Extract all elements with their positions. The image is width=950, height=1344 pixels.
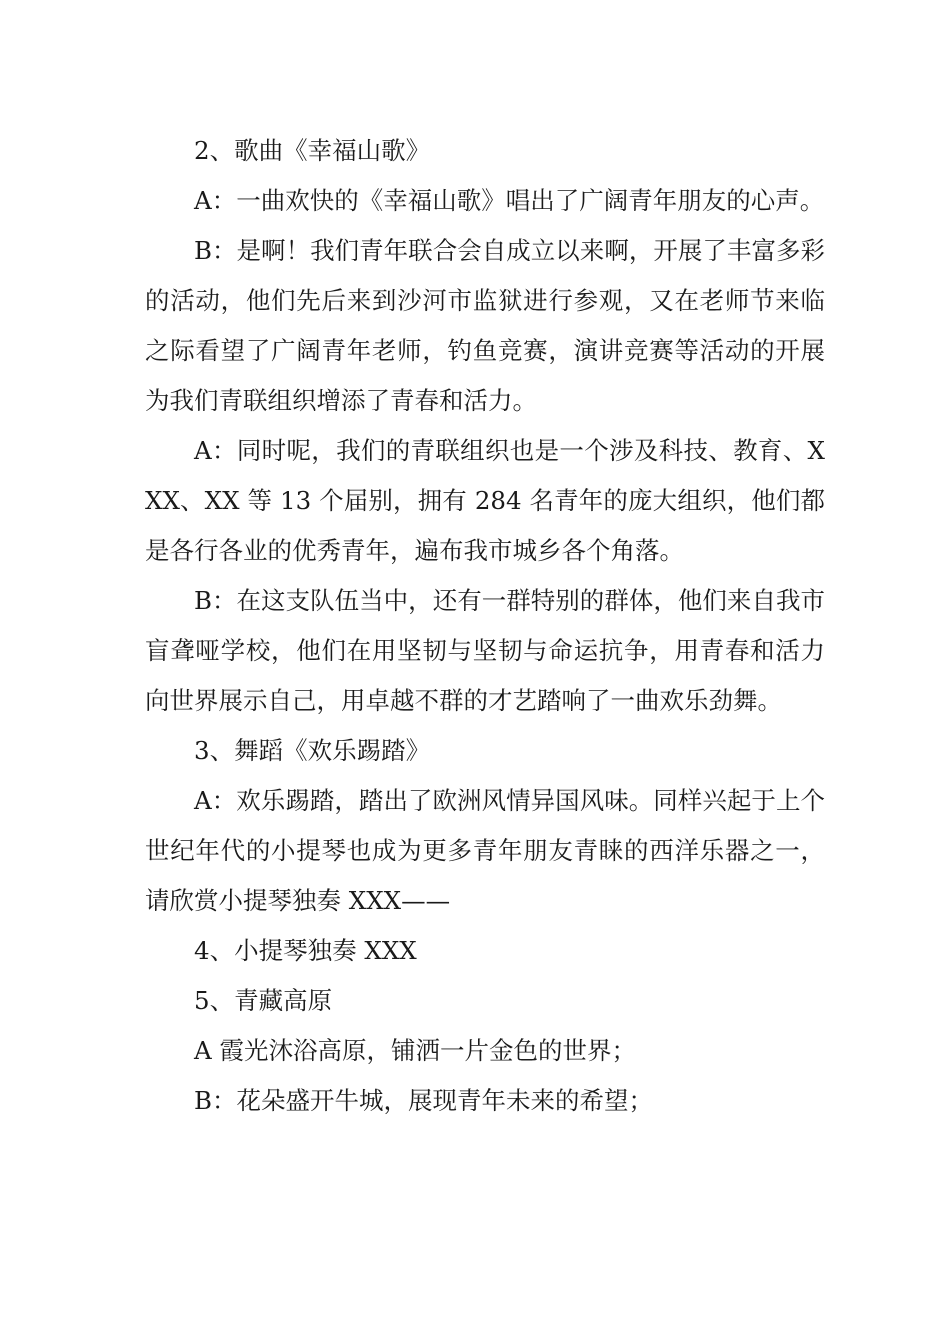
- dialogue-paragraph: B：花朵盛开牛城，展现青年未来的希望；: [194, 1086, 654, 1115]
- dialogue-paragraph: A 霞光沐浴高原，铺洒一片金色的世界；: [194, 1036, 636, 1065]
- dialogue-paragraph: B：在这支队伍当中，还有一群特别的群体，他们来自我市盲聋哑学校，他们在用坚韧与坚韧与命运抗争，用青春和活力向世界展示自己，用卓越不群的才艺踏响了一曲欢乐劲舞。: [145, 586, 825, 715]
- dialogue-paragraph: B：是啊！我们青年联合会自成立以来啊，开展了丰富多彩的活动，他们先后来到沙河市监狱进行参观，又在老师节来临之际看望了广阔青年老师，钓鱼竞赛，演讲竞赛等活动的开展为我们青联组织增添了青春和活力。: [145, 236, 825, 415]
- dialogue-paragraph: A：同时呢，我们的青联组织也是一个涉及科技、教育、XXX、XX 等 13 个届别，拥有 284 名青年的庞大组织，他们都是各行各业的优秀青年，遍布我市城乡各个角落。: [145, 436, 825, 565]
- dialogue-paragraph: A：欢乐踢踏，踏出了欧洲风情异国风味。同样兴起于上个世纪年代的小提琴也成为更多青年朋友青睐的西洋乐器之一，请欣赏小提琴独奏 XXX——: [145, 786, 825, 915]
- dialogue-paragraph: A：一曲欢快的《幸福山歌》唱出了广阔青年朋友的心声。: [194, 186, 825, 215]
- document-body: [145, 126, 825, 1126]
- section-heading-violin: 4、小提琴独奏 XXX: [194, 936, 417, 965]
- section-heading-plateau: 5、青藏高原: [194, 986, 333, 1015]
- section-heading-dance: 3、舞蹈《欢乐踢踏》: [194, 736, 431, 765]
- section-heading-song: 2、歌曲《幸福山歌》: [194, 136, 431, 165]
